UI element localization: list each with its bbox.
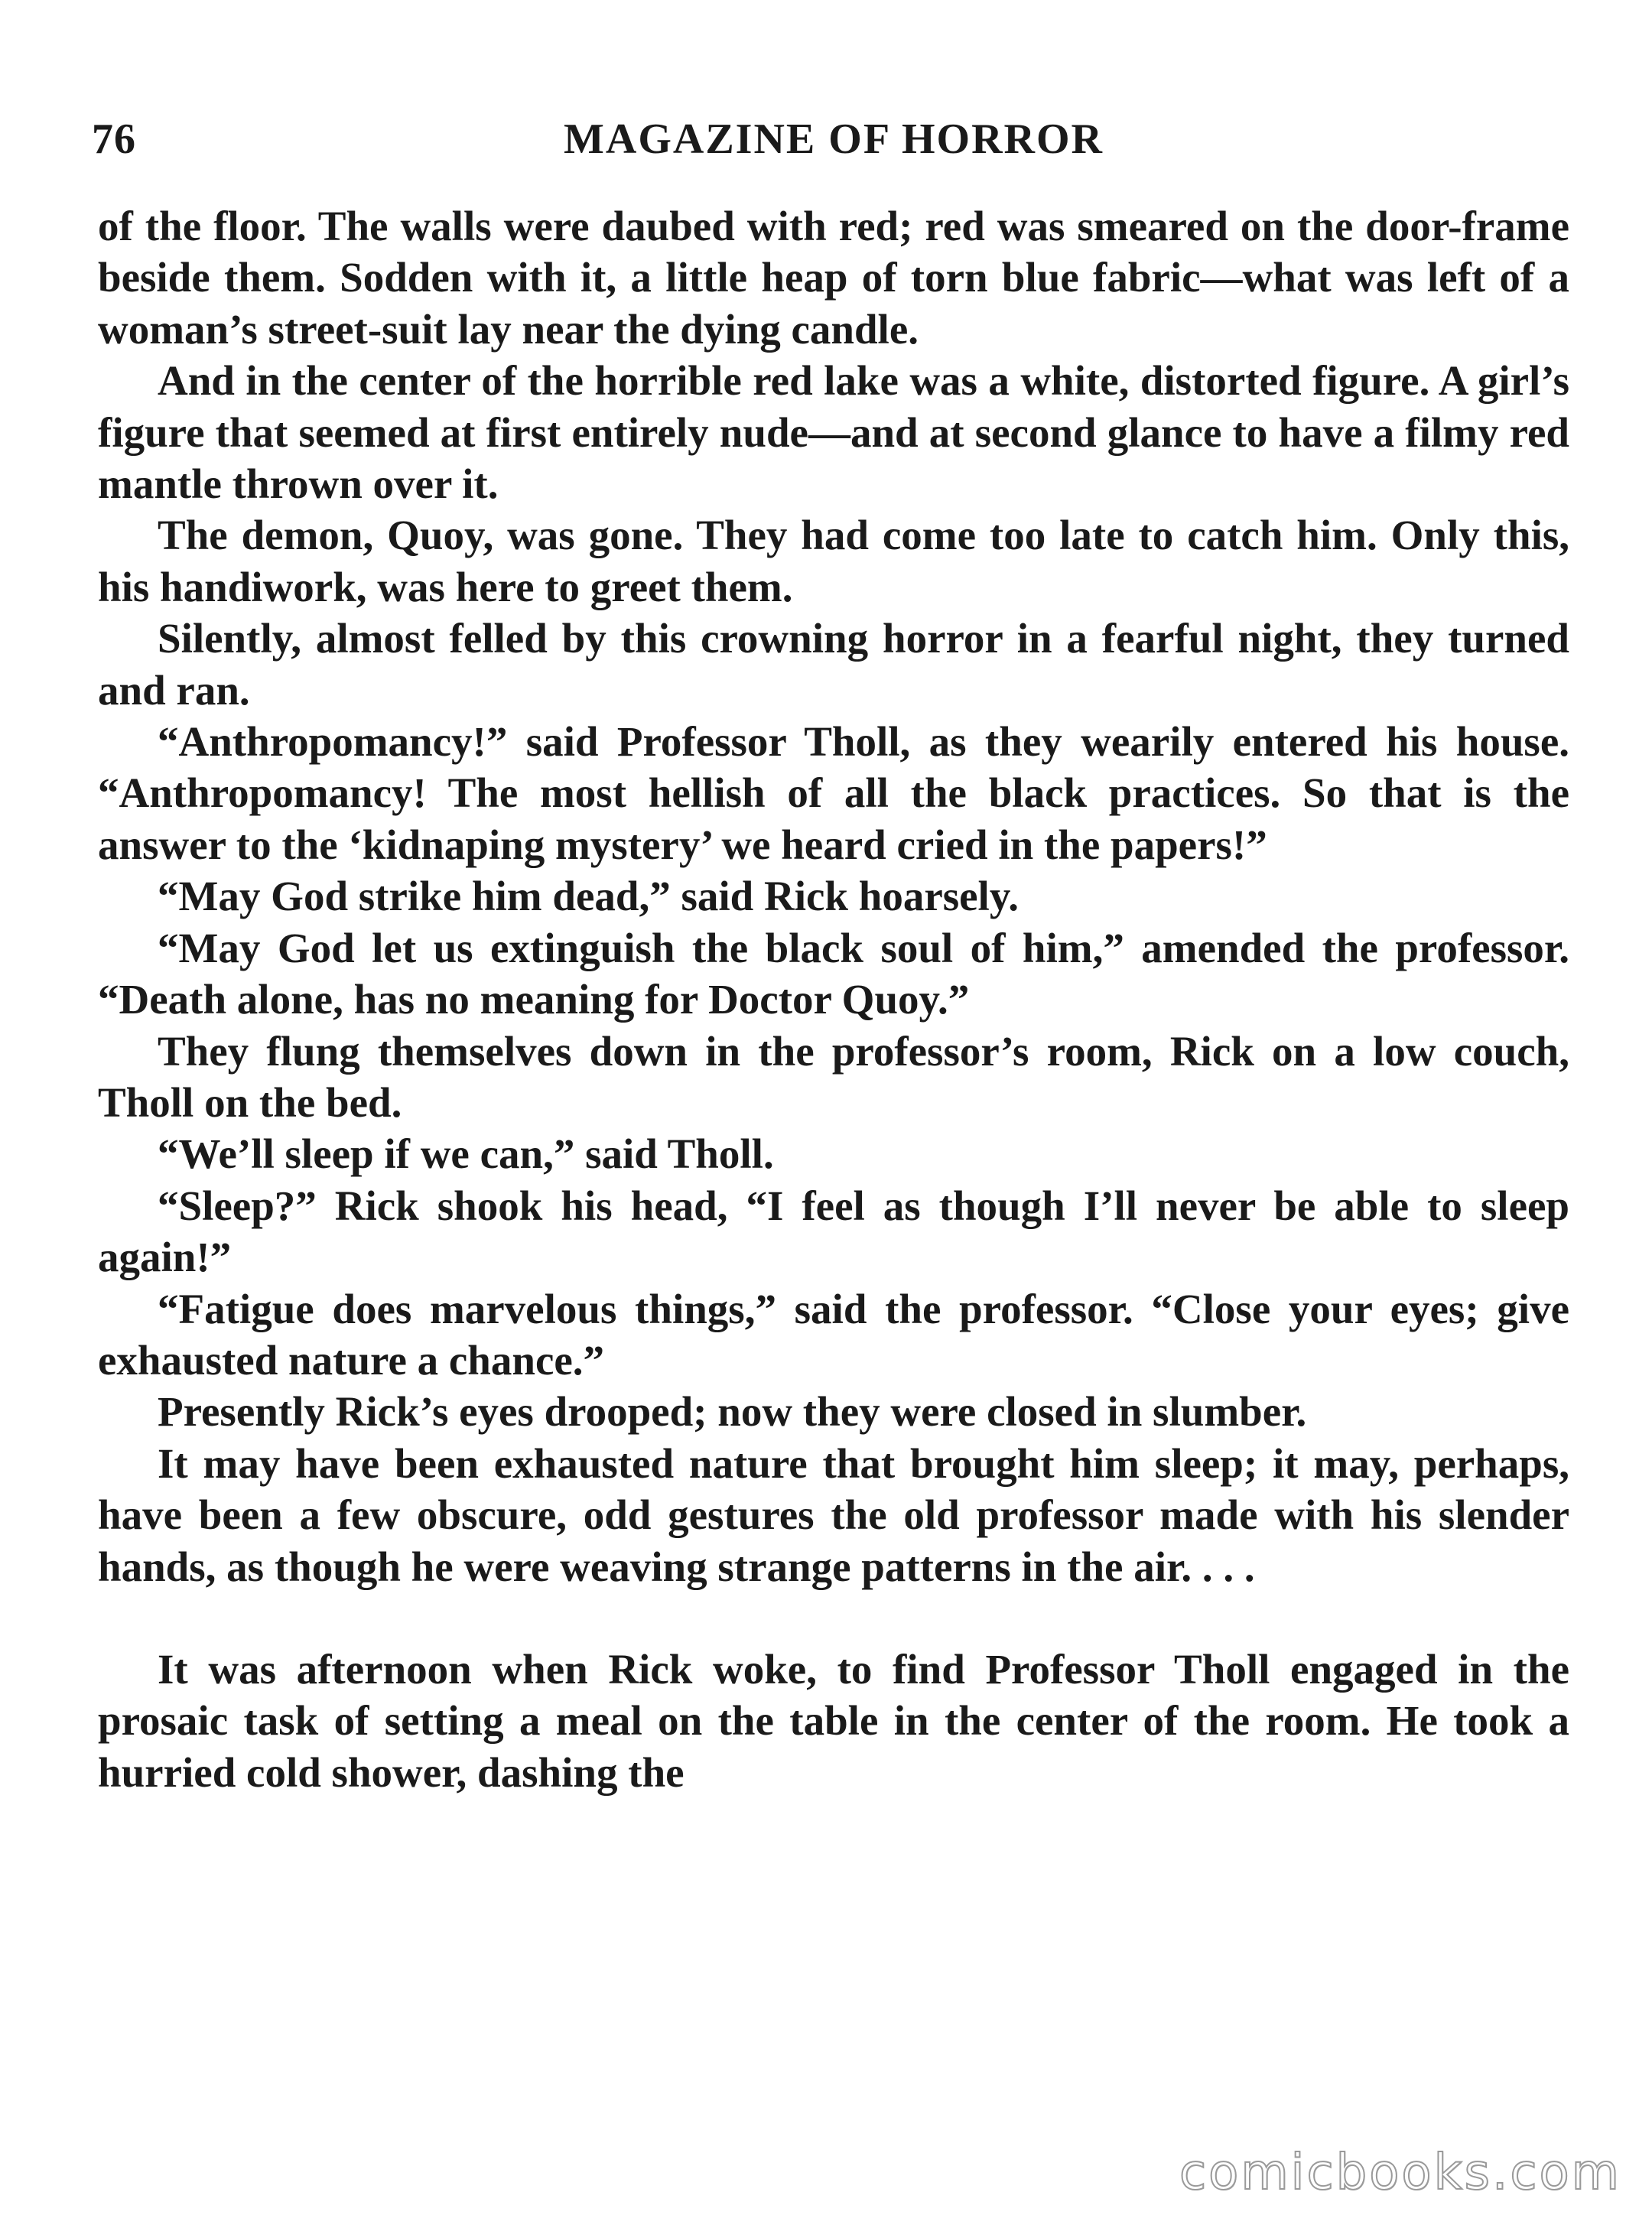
paragraph: And in the center of the horrible red lake was a white, distorted figure. A girl’s figure that seemed at first entirely nude—and at second glance to have a filmy red mantle thrown over it.	[98, 357, 1569, 508]
paragraph: of the floor. The walls were daubed with red; red was smeared on the door-frame beside them. Sodden with it, a little heap of torn blue fabric—what was left of a woman’s street-suit lay near the dying candle.	[98, 203, 1569, 353]
paragraph: “Fatigue does marvelous things,” said the professor. “Close your eyes; give exhausted nature a chance.”	[98, 1285, 1569, 1384]
paragraph: They flung themselves down in the professor’s room, Rick on a low couch, Tholl on the bed.	[98, 1027, 1569, 1126]
scene-break	[98, 1592, 1569, 1644]
paragraph: Presently Rick’s eyes drooped; now they were closed in slumber.	[158, 1388, 1307, 1436]
paragraph: Silently, almost felled by this crowning horror in a fearful night, they turned and ran.	[98, 615, 1569, 714]
page-number: 76	[92, 115, 136, 163]
paragraph: It may have been exhausted nature that brought him sleep; it may, perhaps, have been a few obscure, odd gestures the old professor made with his slender hands, as though he were weaving strange patterns in the air. . . .	[98, 1439, 1569, 1590]
paragraph: “May God strike him dead,” said Rick hoarsely.	[158, 873, 1019, 920]
paragraph: “We’ll sleep if we can,” said Tholl.	[158, 1130, 774, 1178]
story-text	[98, 200, 1569, 1798]
paragraph: It was afternoon when Rick woke, to find Professor Tholl engaged in the prosaic task of setting a meal on the table in the center of the room. He took a hurried cold shower, dashing the	[98, 1645, 1569, 1796]
page-header	[92, 115, 1576, 176]
watermark-logo: comicbooks.com	[1179, 2145, 1621, 2201]
paragraph: “Anthropomancy!” said Professor Tholl, as they wearily entered his house. “Anthropomancy! The most hellish of all the black practices. So that is the answer to the ‘kidnaping mystery’ we heard cried in the papers!”	[98, 718, 1569, 868]
paragraph: “Sleep?” Rick shook his head, “I feel as though I’ll never be able to sleep again!”	[98, 1182, 1569, 1281]
paragraph: The demon, Quoy, was gone. They had come too late to catch him. Only this, his handiwork, was here to greet them.	[98, 512, 1569, 610]
running-title: MAGAZINE OF HORROR	[564, 115, 1104, 163]
paragraph: “May God let us extinguish the black soul of him,” amended the professor. “Death alone, has no meaning for Doctor Quoy.”	[98, 924, 1569, 1023]
